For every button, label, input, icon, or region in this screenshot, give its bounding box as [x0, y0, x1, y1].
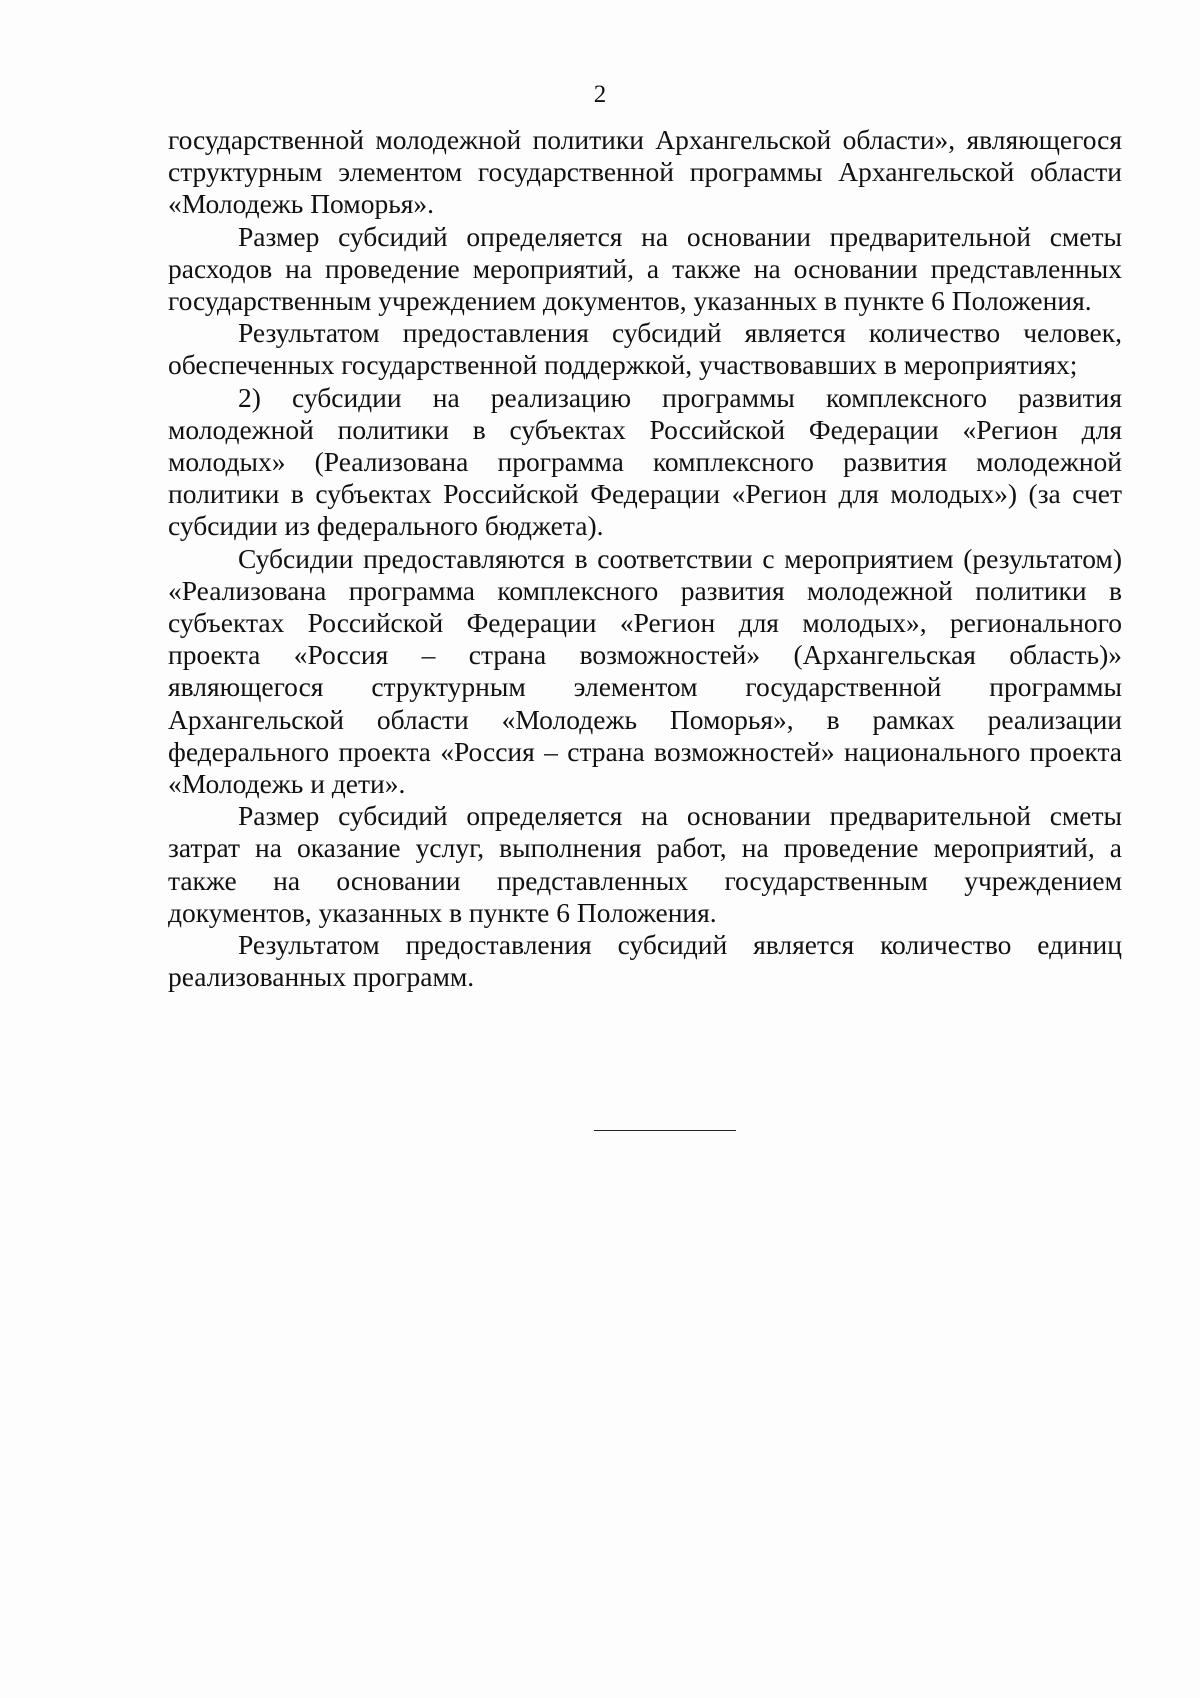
paragraph-continuation: государственной молодежной политики Архангельской области», являющегося структурным элементом государственной программы Архангельской области «Молодежь Поморья».: [168, 124, 1122, 220]
paragraph-subsidy-result-2: Результатом предоставления субсидий является количество единиц реализованных программ.: [168, 929, 1122, 993]
document-body: [168, 124, 1122, 993]
paragraph-subsidy-size-1: Размер субсидий определяется на основании предварительной сметы расходов на проведение мероприятий, а также на основании представленных государственным учреждением документов, указанных в пункте 6 Положения.: [168, 220, 1122, 317]
paragraph-subsidy-result-1: Результатом предоставления субсидий является количество человек, обеспеченных государственной поддержкой, участвовавших в мероприятиях;: [168, 317, 1122, 381]
paragraph-subsidy-size-2: Размер субсидий определяется на основании предварительной сметы затрат на оказание услуг, выполнения работ, на проведение мероприятий, а также на основании представленных государственным учреждением документов, указанных в пункте 6 Положения.: [168, 800, 1122, 928]
paragraph-subsidy-provision: Субсидии предоставляются в соответствии с мероприятием (результатом) «Реализована программа комплексного развития молодежной политики в субъектах Российской Федерации «Регион для молодых», регионального проекта «Россия – страна возможностей» (Архангельская область)» являющегося структурным элементом государственной программы Архангельской области «Молодежь Поморья», в рамках реализации федерального проекта «Россия – страна возможностей» национального проекта «Молодежь и дети».: [168, 542, 1122, 800]
paragraph-subsidy-item-2: 2) субсидии на реализацию программы комплексного развития молодежной политики в субъектах Российской Федерации «Регион для молодых» (Реализована программа комплексного развития молодежной политики в субъектах Российской Федерации «Регион для молодых») (за счет субсидии из федерального бюджета).: [168, 381, 1122, 542]
page-number: 2: [593, 81, 607, 108]
end-of-text-rule: [594, 1130, 736, 1131]
